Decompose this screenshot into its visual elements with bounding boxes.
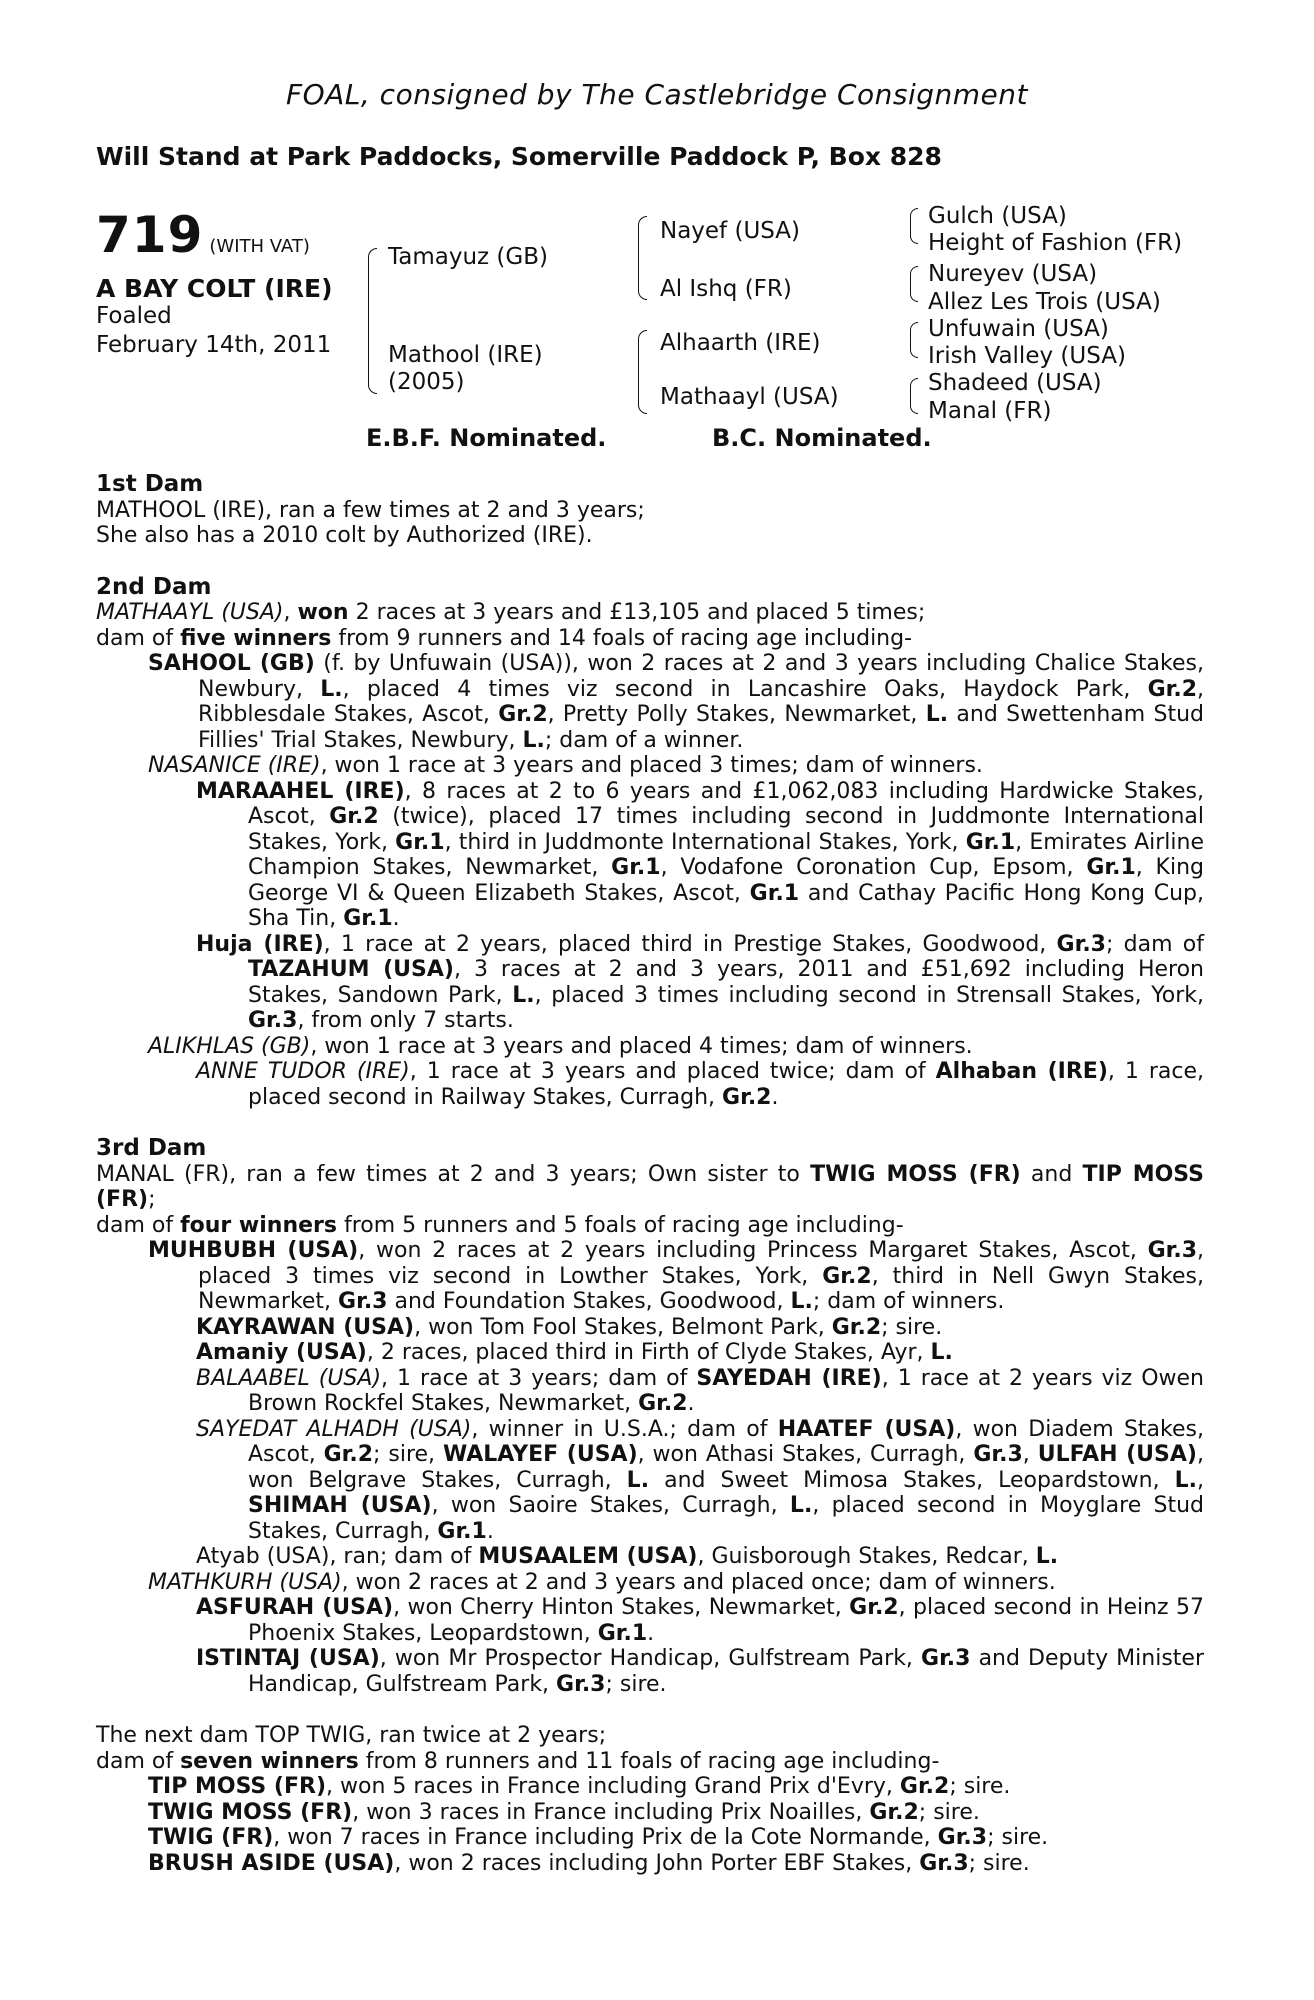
- produce-asfurah: ASFURAH (USA), won Cherry Hinton Stakes, Newmarket, Gr.2, placed second in Heinz 57 Phoenix Stakes, Leopardstown, Gr.1.: [196, 1595, 1204, 1646]
- produce-amaniy: Amaniy (USA), 2 races, placed third in Firth of Clyde Stakes, Ayr, L.: [196, 1340, 953, 1365]
- pedigree-dds: Shadeed (USA): [928, 370, 1102, 396]
- foaled-label: Foaled: [96, 303, 172, 329]
- pedigree-brace-ds: [910, 322, 918, 358]
- produce-sahool: SAHOOL (GB) (f. by Unfuwain (USA)), won 2 races at 2 and 3 years including Chalice Stakes, Newbury, L., placed 4 times viz second in Lancashire Oaks, Haydock Park, Gr.2, Ribblesdale Stakes, Ascot, Gr.2, Pretty Polly Stakes, Newmarket, L. and Swettenham Stud Fillies' Trial Stakes, Newbury, L.; dam of a winner.: [148, 651, 1205, 753]
- page-title: FOAL, consigned by The Castlebridge Consignment: [285, 78, 1029, 111]
- first-dam-heading: 1st Dam: [96, 471, 204, 497]
- next-dam-line: The next dam TOP TWIG, ran twice at 2 years;: [96, 1723, 607, 1748]
- pedigree-dam-name: Mathool (IRE): [388, 342, 543, 368]
- produce-anne-tudor: ANNE TUDOR (IRE), 1 race at 3 years and placed twice; dam of Alhaban (IRE), 1 race, placed second in Railway Stakes, Curragh, Gr.2.: [196, 1059, 1204, 1110]
- produce-muhbubh: MUHBUBH (USA), won 2 races at 2 years including Princess Margaret Stakes, Ascot, Gr.3, placed 3 times viz second in Lowther Stakes, York, Gr.2, third in Nell Gwyn Stakes, Newmarket, Gr.3 and Foundation Stakes, Goodwood, L.; dam of winners.: [148, 1238, 1204, 1314]
- produce-alikhlas: ALIKHLAS (GB), won 1 race at 3 years and placed 4 times; dam of winners.: [148, 1033, 973, 1059]
- pedigree-sss: Gulch (USA): [928, 203, 1067, 229]
- pedigree-dss: Unfuwain (USA): [928, 316, 1109, 342]
- ebf-nominated: E.B.F. Nominated.: [366, 424, 607, 452]
- pedigree-brace-main: [368, 248, 377, 394]
- first-dam-line: MATHOOL (IRE), ran a few times at 2 and 3 years;: [96, 497, 645, 523]
- pedigree-ssd: Height of Fashion (FR): [928, 230, 1183, 256]
- produce-atyab: Atyab (USA), ran; dam of MUSAALEM (USA), Guisborough Stakes, Redcar, L.: [196, 1544, 1059, 1569]
- pedigree-sire-dam: Al Ishq (FR): [660, 276, 792, 302]
- produce-tip-moss: TIP MOSS (FR), won 5 races in France including Grand Prix d'Evry, Gr.2; sire.: [148, 1774, 1011, 1799]
- pedigree-dam-sire: Alhaarth (IRE): [660, 330, 821, 356]
- pedigree-ddd: Manal (FR): [928, 398, 1052, 424]
- produce-maraahel: MARAAHEL (IRE), 8 races at 2 to 6 years and £1,062,083 including Hardwicke Stakes, Ascot, Gr.2 (twice), placed 17 times including second in Juddmonte International Stakes, York, Gr.1, third in Juddmonte International Stakes, York, Gr.1, Emirates Airline Champion Stakes, Newmarket, Gr.1, Vodafone Coronation Cup, Epsom, Gr.1, King George VI & Queen Elizabeth Stakes, Ascot, Gr.1 and Cathay Pacific Hong Kong Cup, Sha Tin, Gr.1.: [196, 778, 1205, 931]
- pedigree-brace-dam: [638, 330, 647, 414]
- third-dam-line: MANAL (FR), ran a few times at 2 and 3 years; Own sister to TWIG MOSS (FR) and TIP MOSS (FR);: [96, 1161, 1204, 1212]
- produce-brush-aside: BRUSH ASIDE (USA), won 2 races including John Porter EBF Stakes, Gr.3; sire.: [148, 1850, 1030, 1876]
- pedigree-dsd: Irish Valley (USA): [928, 343, 1126, 369]
- pedigree-brace-dd: [910, 378, 918, 414]
- foaled-date: February 14th, 2011: [96, 332, 332, 358]
- foaled-info: [96, 302, 331, 360]
- second-dam-produce-summary: dam of five winners from 9 runners and 14 foals of racing age including-: [96, 625, 913, 651]
- lot-number-block: [96, 206, 310, 264]
- vat-label: (WITH VAT): [209, 236, 310, 257]
- produce-balaabel: BALAABEL (USA), 1 race at 3 years; dam of SAYEDAH (IRE), 1 race at 2 years viz Owen Brown Rockfel Stakes, Newmarket, Gr.2.: [196, 1365, 1204, 1416]
- pedigree-sire: Tamayuz (GB): [388, 244, 548, 270]
- produce-istintaj: ISTINTAJ (USA), won Mr Prospector Handicap, Gulfstream Park, Gr.3 and Deputy Minister Handicap, Gulfstream Park, Gr.3; sire.: [196, 1646, 1204, 1697]
- third-dam-produce-summary: dam of four winners from 5 runners and 5 foals of racing age including-: [96, 1212, 904, 1238]
- pedigree-brace-sd: [910, 266, 918, 302]
- pedigree-brace-sire: [638, 216, 647, 300]
- first-dam-produce: She also has a 2010 colt by Authorized (IRE).: [96, 523, 593, 548]
- second-dam-line: MATHAAYL (USA), won 2 races at 3 years and £13,105 and placed 5 times;: [96, 600, 926, 625]
- produce-twig: TWIG (FR), won 7 races in France including Prix de la Cote Normande, Gr.3; sire.: [148, 1825, 1049, 1850]
- produce-nasanice: NASANICE (IRE), won 1 race at 3 years and placed 3 times; dam of winners.: [148, 753, 983, 778]
- pedigree-dam: [388, 342, 543, 396]
- pedigree-dam-year: (2005): [388, 369, 465, 395]
- next-dam-produce-summary: dam of seven winners from 8 runners and 11 foals of racing age including-: [96, 1748, 940, 1774]
- bc-nominated: B.C. Nominated.: [712, 424, 932, 452]
- produce-sayedat-alhadh: SAYEDAT ALHADH (USA), winner in U.S.A.; dam of HAATEF (USA), won Diadem Stakes, Ascot, Gr.2; sire, WALAYEF (USA), won Athasi Stakes, Curragh, Gr.3, ULFAH (USA), won Belgrave Stakes, Curragh, L. and Sweet Mimosa Stakes, Leopardstown, L., SHIMAH (USA), won Saoire Stakes, Curragh, L., placed second in Moyglare Stud Stakes, Curragh, Gr.1.: [196, 1416, 1205, 1544]
- produce-huja: Huja (IRE), 1 race at 2 years, placed third in Prestige Stakes, Goodwood, Gr.3; dam of TAZAHUM (USA), 3 races at 2 and 3 years, 2011 and £51,692 including Heron Stakes, Sandown Park, L., placed 3 times including second in Strensall Stakes, York, Gr.3, from only 7 starts.: [196, 931, 1204, 1033]
- stand-location: Will Stand at Park Paddocks, Somerville Paddock P, Box 828: [96, 142, 942, 171]
- third-dam-heading: 3rd Dam: [96, 1135, 207, 1161]
- catalogue-body: [96, 472, 1204, 1876]
- produce-kayrawan: KAYRAWAN (USA), won Tom Fool Stakes, Belmont Park, Gr.2; sire.: [196, 1314, 943, 1340]
- pedigree-brace-ss: [910, 208, 918, 244]
- produce-twig-moss: TWIG MOSS (FR), won 3 races in France including Prix Noailles, Gr.2; sire.: [148, 1799, 980, 1825]
- pedigree-sds: Nureyev (USA): [928, 261, 1098, 287]
- pedigree-sire-sire: Nayef (USA): [660, 218, 801, 244]
- pedigree-sdd: Allez Les Trois (USA): [928, 289, 1161, 315]
- produce-mathkurh: MATHKURH (USA), won 2 races at 2 and 3 years and placed once; dam of winners.: [148, 1569, 1056, 1595]
- second-dam-heading: 2nd Dam: [96, 573, 212, 600]
- lot-name: A BAY COLT (IRE): [96, 274, 333, 303]
- pedigree-dam-dam: Mathaayl (USA): [660, 384, 839, 410]
- lot-number: 719: [96, 206, 204, 264]
